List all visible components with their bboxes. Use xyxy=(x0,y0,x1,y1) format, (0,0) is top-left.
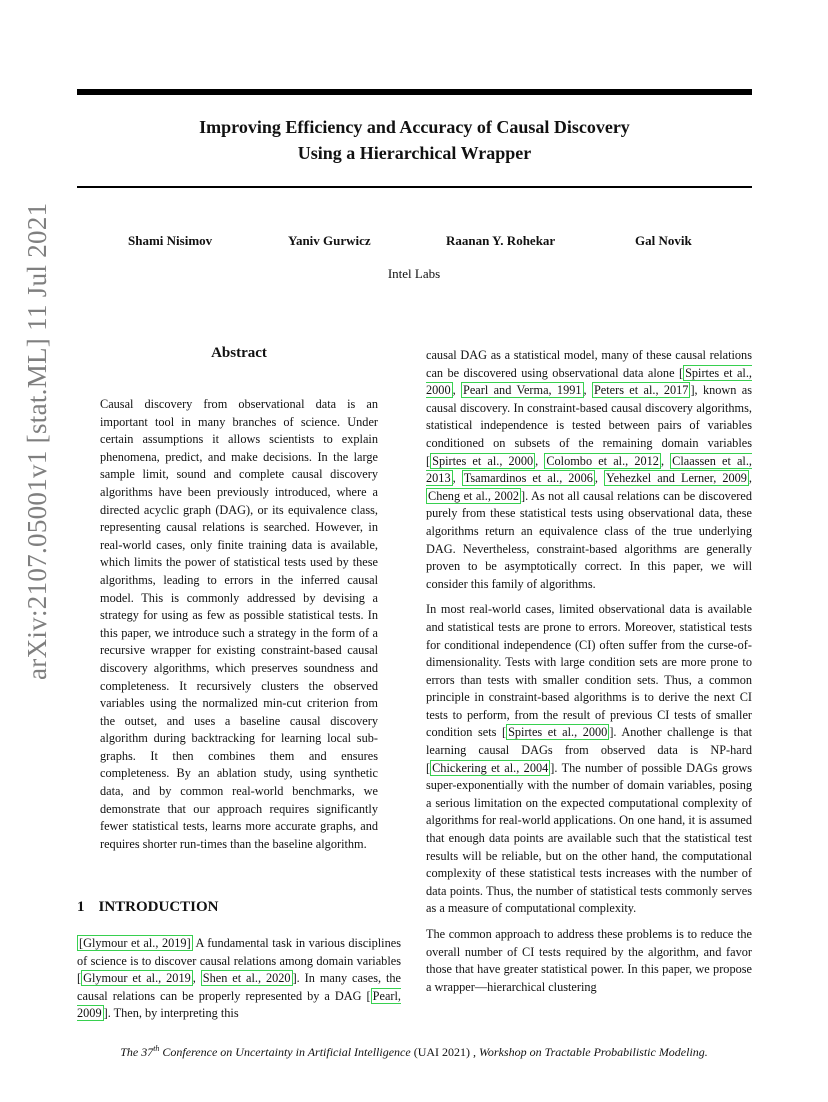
author-3: Raanan Y. Rohekar xyxy=(446,233,556,248)
footer-workshop: , Workshop on Tractable Probabilistic Modeling. xyxy=(473,1045,708,1059)
citation-link[interactable]: Spirtes et al., 2000 xyxy=(426,365,752,398)
body-text: causal DAG as a statistical model, many of these causal relations can be discovered using observational data alone [ xyxy=(426,348,752,380)
title-line-1: Improving Efficiency and Accuracy of Causal Discovery xyxy=(199,117,630,137)
body-text: ]. As not all causal relations can be discovered purely from these statistical tests using observational data, these algorithms return an equivalence class of the true underlying DAG. Nevertheless, constraint-based algorithms are generally proven to be asymptotically correct. In this paper, we will consider this family of algorithms. xyxy=(426,488,752,591)
author-1: Shami Nisimov xyxy=(128,233,213,248)
citation-link[interactable]: [Glymour et al., 2019] xyxy=(79,936,191,950)
citation-link[interactable]: Spirtes et al., 2000 xyxy=(432,453,534,468)
body-text: ]. Then, by interpreting this xyxy=(103,1006,239,1021)
body-text: ]. The number of possible DAGs grows super-exponentially with the number of domain variables, posing a serious limitation on the expected computational complexity of algorithms for real-world applications. On one hand, it is assumed that enough data points are available such that the statistical test results will be reliable, but on the other hand, the computational complexity of these statistical tests increases with the number of data points. Thus, the number of statistical tests commonly serves as a measure of computational complexity. xyxy=(426,760,753,916)
citation-link[interactable]: Yehezkel and Lerner, 2009 xyxy=(605,471,747,486)
body-text: , xyxy=(583,383,592,398)
body-text: , xyxy=(192,971,201,986)
citation-link[interactable]: Pearl, 2009 xyxy=(77,988,401,1021)
abstract-heading: Abstract xyxy=(211,345,267,361)
body-text: , xyxy=(535,453,545,468)
body-text: , xyxy=(660,453,671,468)
footer-venue: Conference on Uncertainty in Artificial Intelligence xyxy=(159,1045,411,1059)
citation-link[interactable]: Shen et al., 2020 xyxy=(202,971,291,986)
citation-link[interactable]: Claassen et al., 2013 xyxy=(426,453,753,486)
citation-link[interactable]: Glymour et al., 2019 xyxy=(83,971,191,986)
body-text: , xyxy=(452,471,462,486)
body-text: ]. In many cases, the causal relations can be properly represented by a DAG [ xyxy=(77,971,402,1003)
body-text: , xyxy=(452,383,461,398)
footer-uai: (UAI 2021) xyxy=(413,1045,471,1059)
citation-link[interactable]: Tsamardinos et al., 2006 xyxy=(463,471,593,486)
citation-link[interactable]: Colombo et al., 2012 xyxy=(546,453,659,468)
citation-link[interactable]: Peters et al., 2017 xyxy=(593,383,689,398)
top-rule xyxy=(77,89,752,95)
title-rule xyxy=(77,186,752,188)
citation-link[interactable]: Chickering et al., 2004 xyxy=(432,760,549,775)
footer-sup: th xyxy=(153,1044,160,1053)
body-text: ]. Another challenge is that learning causal DAGs from observed data is NP-hard [ xyxy=(426,725,753,775)
arxiv-stamp: arXiv:2107.05001v1 [stat.ML] 11 Jul 2021 xyxy=(22,202,52,680)
citation-link[interactable]: Pearl and Verma, 1991 xyxy=(463,383,582,398)
paragraph xyxy=(426,601,752,918)
page-footer xyxy=(0,1044,828,1060)
section-heading xyxy=(77,899,233,916)
body-text: In most real-world cases, limited observational data is available and statistical tests are prone to errors. Moreover, statistical tests for conditional independence (CI) often suffer from the curse-of-dimensionality. Tests with large condition sets are more prone to errors than tests with smaller condition sets. Thus, a common principle in constraint-based algorithms is to derive the next CI tests to perform, from the result of previous CI tests of smaller condition sets [ xyxy=(426,602,752,740)
citation-link[interactable]: Cheng et al., 2002 xyxy=(428,488,520,503)
intro-left-column xyxy=(77,935,401,1023)
body-text: ], known as causal discovery. In constraint-based causal discovery algorithms, statistical independence is tested between pairs of variables conditioned on subsets of the remaining domain variables [ xyxy=(426,383,752,468)
author-4: Gal Novik xyxy=(635,233,692,248)
body-text: A fundamental task in various disciplines of science is to discover causal relations among domain variables [ xyxy=(77,936,401,986)
footer-prefix: The 37 xyxy=(120,1045,154,1059)
paper-title xyxy=(77,114,752,166)
section-title: INTRODUCTION xyxy=(98,899,219,915)
intro-right-column xyxy=(426,347,752,1004)
body-text: , xyxy=(594,471,604,486)
section-number: 1 xyxy=(77,899,85,915)
paragraph xyxy=(426,347,752,593)
title-line-2: Using a Hierarchical Wrapper xyxy=(297,143,532,163)
citation-link[interactable]: Spirtes et al., 2000 xyxy=(508,725,608,740)
affiliation: Intel Labs xyxy=(387,266,441,281)
paragraph: The common approach to address these problems is to reduce the overall number of CI tests required by the algorithm, and favor those that have greater statistical power. In this paper, we propose a wrapper—hierarchical clustering xyxy=(426,927,752,994)
body-text: , xyxy=(748,471,752,486)
author-2: Yaniv Gurwicz xyxy=(288,233,371,248)
abstract-text: Causal discovery from observational data is an important tool in many branches of science. Under certain assumptions it allows scientists to explain phenomena, predict, and make decisions. In the large sample limit, sound and complete causal discovery algorithms have been previously introduced, where a directed acyclic graph (DAG), or its equivalence class, representing causal relations is searched. However, in real-world cases, only finite training data is available, which limits the power of statistical tests used by these algorithms, leading to errors in the inferred causal model. This is commonly addressed by devising a strategy for using as few as possible statistical tests. In this paper, we introduce such a strategy in the form of a recursive wrapper for existing constraint-based causal discovery algorithms, which preserves soundness and completeness. It recursively clusters the observed variables using the normalized min-cut criterion from the outset, and uses a baseline causal discovery algorithm during backtracking for learning local sub-graphs. It then combines them and ensures completeness. By an ablation study, using synthetic data, and by common real-world benchmarks, we demonstrate that our approach requires significantly fewer statistical tests, learns more accurate graphs, and requires shorter run-times than the baseline algorithm. xyxy=(100,397,378,851)
